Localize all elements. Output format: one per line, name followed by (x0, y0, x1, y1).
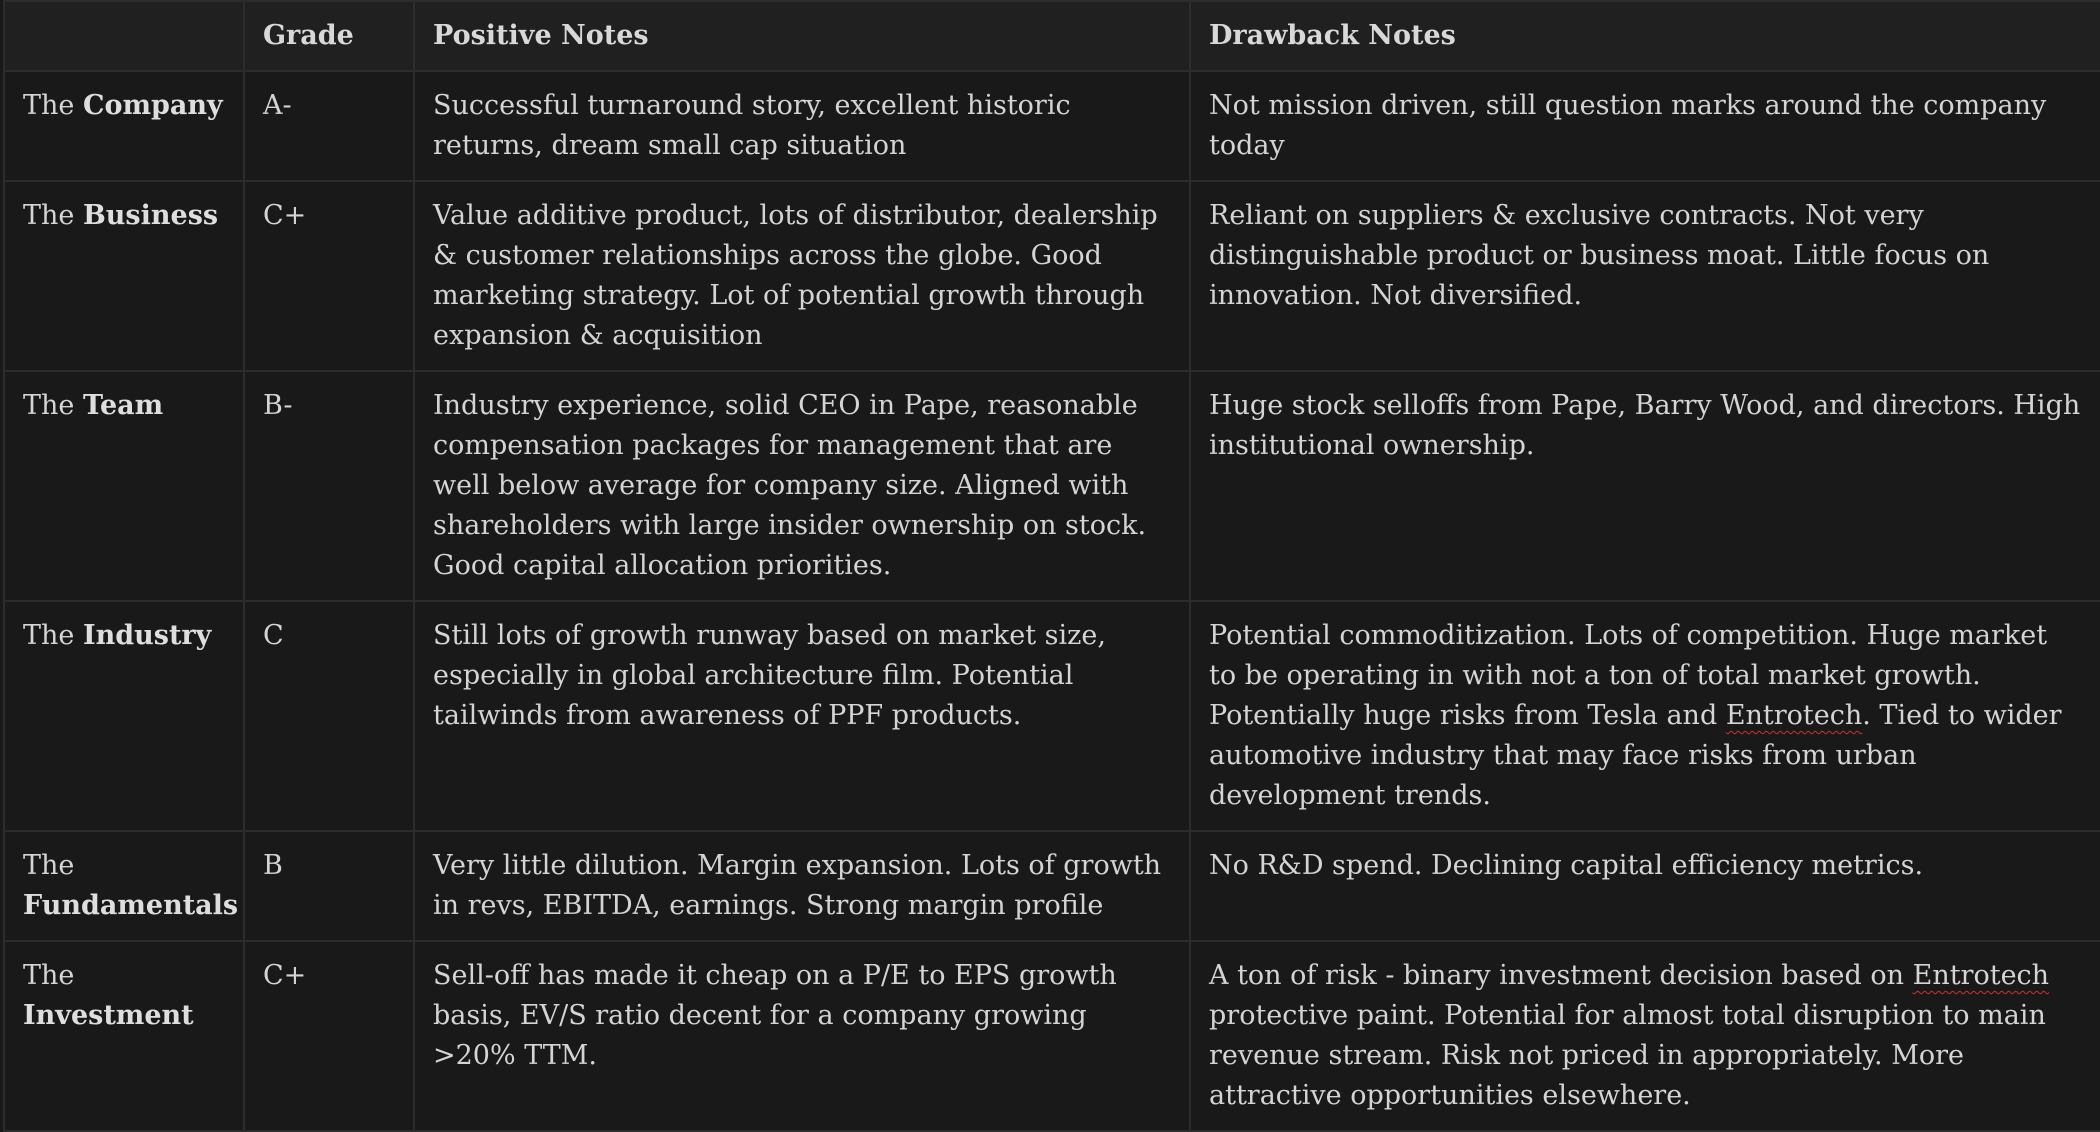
drawback-notes-cell[interactable]: Not mission driven, still question marks around the company today (1190, 71, 2100, 181)
table-row (4, 71, 2100, 181)
positive-notes-cell[interactable]: Value additive product, lots of distributor, dealership & customer relationships across the globe. Good marketing strategy. Lot of potential growth through expansion & acquisition (414, 181, 1190, 371)
header-row (4, 1, 2100, 71)
subject-cell[interactable] (4, 831, 244, 941)
drawback-notes-cell[interactable]: Huge stock selloffs from Pape, Barry Wood, and directors. High institutional ownership. (1190, 371, 2100, 601)
subject-prefix: The (23, 390, 75, 421)
header-drawback-notes[interactable]: Drawback Notes (1190, 1, 2100, 71)
subject-cell[interactable] (4, 601, 244, 831)
table-row (4, 371, 2100, 601)
drawback-notes-cell[interactable]: No R&D spend. Declining capital efficiency metrics. (1190, 831, 2100, 941)
subject-prefix: The (23, 90, 75, 121)
grade-cell[interactable]: C+ (244, 181, 414, 371)
grade-cell[interactable]: B- (244, 371, 414, 601)
subject-name: Company (82, 90, 223, 121)
drawback-text-end: protective paint. Potential for almost total disruption to main revenue stream. Risk not priced in appropriately. More attractive opportunities elsewhere. (1209, 1000, 2046, 1111)
drawback-notes-cell[interactable]: Reliant on suppliers & exclusive contracts. Not very distinguishable product or business moat. Little focus on innovation. Not diversified. (1190, 181, 2100, 371)
table-row (4, 831, 2100, 941)
header-grade[interactable]: Grade (244, 1, 414, 71)
subject-cell[interactable] (4, 941, 244, 1131)
subject-name: Industry (82, 620, 212, 651)
subject-prefix: The (23, 850, 75, 881)
subject-name: Team (82, 390, 164, 421)
table-row (4, 941, 2100, 1131)
subject-name: Business (82, 200, 219, 231)
subject-name: Fundamentals (23, 890, 239, 921)
drawback-text-start: Potential commoditization. Lots of competition. Huge market to be operating in with not a ton of total market growth. Potentially huge risks from Tesla and (1209, 620, 2048, 731)
subject-prefix: The (23, 960, 75, 991)
header-positive-notes[interactable]: Positive Notes (414, 1, 1190, 71)
drawback-notes-cell[interactable] (1190, 941, 2100, 1131)
subject-prefix: The (23, 200, 75, 231)
subject-cell[interactable] (4, 71, 244, 181)
subject-prefix: The (23, 620, 75, 651)
drawback-text-start: A ton of risk - binary investment decision based on (1209, 960, 1913, 991)
grades-table (3, 0, 2100, 1132)
positive-notes-cell[interactable]: Sell-off has made it cheap on a P/E to EPS growth basis, EV/S ratio decent for a company growing >20% TTM. (414, 941, 1190, 1131)
misspelled-word[interactable]: Entrotech (1725, 700, 1863, 731)
misspelled-word[interactable]: Entrotech (1912, 960, 2050, 991)
drawback-text-end: . Tied to wider automotive industry that may face risks from urban development trends. (1209, 700, 2062, 811)
subject-name: Investment (23, 1000, 194, 1031)
subject-cell[interactable] (4, 181, 244, 371)
subject-cell[interactable] (4, 371, 244, 601)
table-row (4, 601, 2100, 831)
grade-cell[interactable]: A- (244, 71, 414, 181)
positive-notes-cell[interactable]: Still lots of growth runway based on market size, especially in global architecture film. Potential tailwinds from awareness of PPF products. (414, 601, 1190, 831)
positive-notes-cell[interactable]: Industry experience, solid CEO in Pape, reasonable compensation packages for management that are well below average for company size. Aligned with shareholders with large insider ownership on stock. Good capital allocation priorities. (414, 371, 1190, 601)
positive-notes-cell[interactable]: Successful turnaround story, excellent historic returns, dream small cap situation (414, 71, 1190, 181)
table-row (4, 181, 2100, 371)
drawback-notes-cell[interactable] (1190, 601, 2100, 831)
grade-cell[interactable]: B (244, 831, 414, 941)
positive-notes-cell[interactable]: Very little dilution. Margin expansion. Lots of growth in revs, EBITDA, earnings. Strong margin profile (414, 831, 1190, 941)
grade-cell[interactable]: C (244, 601, 414, 831)
grade-cell[interactable]: C+ (244, 941, 414, 1131)
header-subject[interactable] (4, 1, 244, 71)
